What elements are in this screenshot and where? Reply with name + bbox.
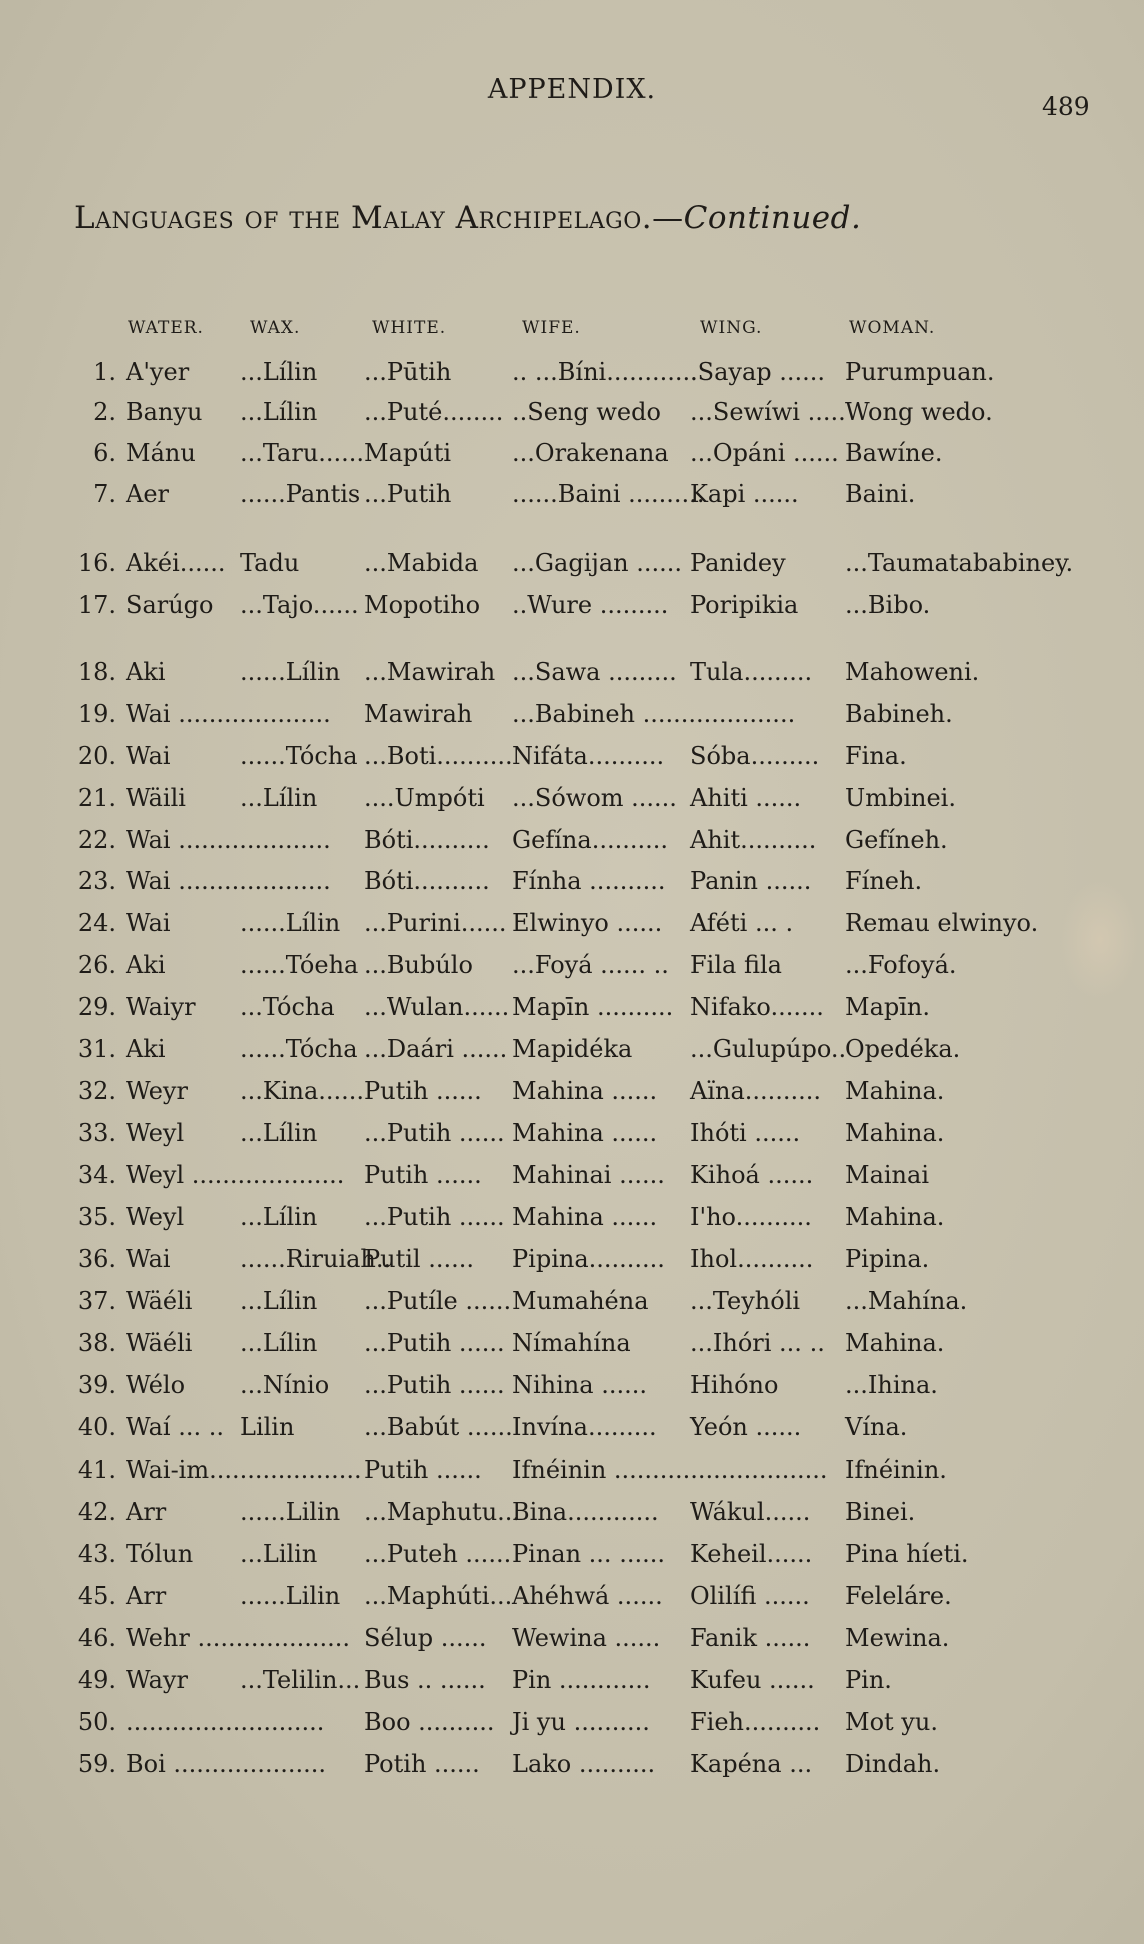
cell-white: ...Putih — [364, 480, 452, 508]
cell-wife: Pin ............ — [512, 1666, 651, 1694]
column-header-water: WATER. — [128, 318, 204, 338]
cell-wing: Aféti ... . — [690, 909, 794, 937]
cell-woman: Pipina. — [845, 1245, 930, 1273]
cell-wife: Wewina ...... — [512, 1624, 661, 1652]
cell-wing: Kufeu ...... — [690, 1666, 815, 1694]
cell-woman: Ifnéinin. — [845, 1456, 947, 1484]
cell-wing: .Sayap ...... — [690, 358, 826, 386]
table-row — [0, 549, 1144, 589]
page-number: 489 — [1042, 92, 1090, 121]
cell-water: Wai .................... — [126, 867, 331, 895]
cell-water: Wai — [126, 909, 171, 937]
cell-number: 41. — [77, 1456, 116, 1484]
section-title-main: Languages of the Malay Archipelago.— — [74, 200, 684, 236]
cell-wife: ...Sawa ......... — [512, 658, 677, 686]
cell-white: Bóti.......... — [364, 826, 490, 854]
cell-wife: Pipina.......... — [512, 1245, 665, 1273]
table-row — [0, 951, 1144, 991]
cell-white: ...Putih ...... — [364, 1329, 505, 1357]
cell-wing: Aïna.......... — [690, 1077, 822, 1105]
cell-water: Weyr — [126, 1077, 188, 1105]
cell-white: ...Daári ...... — [364, 1035, 508, 1063]
cell-wife: ...Babineh .................... — [512, 700, 796, 728]
cell-wax: Lilin — [240, 1413, 295, 1441]
cell-wing: Ahiti ...... — [690, 784, 802, 812]
cell-water: Weyl — [126, 1203, 185, 1231]
cell-wax: ......Lílin — [240, 909, 341, 937]
cell-number: 31. — [77, 1035, 116, 1063]
cell-wax: ...Tócha — [240, 993, 335, 1021]
cell-white: Bóti.......... — [364, 867, 490, 895]
column-header-woman: WOMAN. — [849, 318, 936, 338]
cell-number: 46. — [77, 1624, 116, 1652]
cell-number: 18. — [77, 658, 116, 686]
cell-woman: Fíneh. — [845, 867, 923, 895]
cell-number: 6. — [93, 439, 116, 467]
cell-number: 45. — [77, 1582, 116, 1610]
cell-woman: Purumpuan. — [845, 358, 995, 386]
cell-white: ...Maphutu... — [364, 1498, 521, 1526]
cell-number: 49. — [77, 1666, 116, 1694]
cell-number: 50. — [77, 1708, 116, 1736]
cell-wife: ...Gagijan ...... — [512, 549, 683, 577]
cell-wing: Ahit.......... — [690, 826, 817, 854]
cell-water: .......................... — [126, 1708, 325, 1736]
cell-number: 21. — [77, 784, 116, 812]
cell-wax: ...Lílin — [240, 1203, 318, 1231]
cell-wing: Ihol.......... — [690, 1245, 814, 1273]
cell-wife: Mahina ...... — [512, 1203, 658, 1231]
section-title-continued: Continued. — [683, 200, 862, 236]
cell-water: Aer — [126, 480, 170, 508]
cell-woman: Mot yu. — [845, 1708, 938, 1736]
cell-woman: Dindah. — [845, 1750, 941, 1778]
cell-white: Putih ...... — [364, 1161, 482, 1189]
cell-water: Wai-im.................... — [126, 1456, 362, 1484]
cell-wife: Nifáta.......... — [512, 742, 665, 770]
column-header-wax: WAX. — [250, 318, 301, 338]
cell-woman: Remau elwinyo. — [845, 909, 1039, 937]
cell-number: 19. — [77, 700, 116, 728]
cell-woman: Fina. — [845, 742, 907, 770]
cell-woman: Mahina. — [845, 1077, 945, 1105]
cell-water: Wai .................... — [126, 700, 331, 728]
cell-water: Wai — [126, 1245, 171, 1273]
cell-woman: Mahoweni. — [845, 658, 980, 686]
cell-white: Bus .. ...... — [364, 1666, 486, 1694]
cell-wife: Mahinai ...... — [512, 1161, 665, 1189]
cell-wing: ...Teyhóli — [690, 1287, 801, 1315]
cell-water: Aki — [126, 1035, 166, 1063]
cell-number: 36. — [77, 1245, 116, 1273]
column-header-white: WHITE. — [372, 318, 447, 338]
cell-number: 34. — [77, 1161, 116, 1189]
table-row — [0, 1456, 1144, 1496]
cell-white: ...Mabida — [364, 549, 479, 577]
table-row — [0, 1119, 1144, 1159]
cell-white: Potih ...... — [364, 1750, 480, 1778]
cell-wife: Nihina ...... — [512, 1371, 647, 1399]
cell-water: Akéi...... — [126, 549, 226, 577]
cell-wife: Nímahína — [512, 1329, 631, 1357]
cell-white: ...Puté........ — [364, 398, 504, 426]
cell-wife: Pinan ... ...... — [512, 1540, 665, 1568]
cell-number: 24. — [77, 909, 116, 937]
cell-wing: ...Ihóri ... .. — [690, 1329, 825, 1357]
cell-water: A'yer — [126, 358, 190, 386]
cell-white: ...Puteh ...... — [364, 1540, 512, 1568]
cell-number: 37. — [77, 1287, 116, 1315]
cell-wife: Mumahéna — [512, 1287, 649, 1315]
cell-number: 29. — [77, 993, 116, 1021]
cell-white: ...Putíle ...... — [364, 1287, 512, 1315]
cell-wife: Mahina ...... — [512, 1119, 658, 1147]
paper-stain — [1060, 880, 1140, 1000]
cell-number: 35. — [77, 1203, 116, 1231]
cell-wing: I'ho.......... — [690, 1203, 812, 1231]
cell-number: 17. — [77, 591, 116, 619]
column-headers — [0, 318, 1144, 348]
cell-water: Weyl — [126, 1119, 185, 1147]
cell-woman: Pin. — [845, 1666, 892, 1694]
cell-woman: Mahina. — [845, 1119, 945, 1147]
cell-wife: Gefína.......... — [512, 826, 668, 854]
cell-number: 2. — [93, 398, 116, 426]
cell-water: Aki — [126, 658, 166, 686]
cell-wing: Kapi ...... — [690, 480, 799, 508]
cell-woman: ...Bibo. — [845, 591, 931, 619]
cell-number: 59. — [77, 1750, 116, 1778]
table-row — [0, 1624, 1144, 1664]
cell-wax: ...Lílin — [240, 1287, 318, 1315]
cell-water: Wélo — [126, 1371, 186, 1399]
table-row — [0, 439, 1144, 479]
cell-wax: ...Lilin — [240, 1540, 318, 1568]
table-row — [0, 993, 1144, 1033]
column-header-wing: WING. — [700, 318, 763, 338]
table-row — [0, 1540, 1144, 1580]
table-row — [0, 1498, 1144, 1538]
table-row — [0, 742, 1144, 782]
cell-number: 7. — [93, 480, 116, 508]
table-row — [0, 1203, 1144, 1243]
cell-wax: Tadu — [240, 549, 300, 577]
cell-water: Banyu — [126, 398, 203, 426]
cell-wax: ...Lílin — [240, 1329, 318, 1357]
table-row — [0, 1329, 1144, 1369]
table-row — [0, 784, 1144, 824]
cell-woman: Mewina. — [845, 1624, 950, 1652]
cell-wife: Mapidéka — [512, 1035, 633, 1063]
cell-woman: Bawíne. — [845, 439, 943, 467]
cell-wife: .. ...Bíni............ — [512, 358, 698, 386]
table-row — [0, 1077, 1144, 1117]
cell-wax: ......Tóeha — [240, 951, 359, 979]
cell-wife: ......Baini .......... — [512, 480, 705, 508]
cell-woman: Umbinei. — [845, 784, 956, 812]
table-row — [0, 909, 1144, 949]
cell-white: ...Boti.......... — [364, 742, 513, 770]
cell-water: Wäéli — [126, 1329, 193, 1357]
cell-water: Waiyr — [126, 993, 196, 1021]
cell-wife: Ji yu .......... — [512, 1708, 650, 1736]
cell-white: ...Mawirah — [364, 658, 496, 686]
cell-woman: ...Ihina. — [845, 1371, 938, 1399]
cell-white: Putih ...... — [364, 1077, 482, 1105]
cell-woman: Gefíneh. — [845, 826, 948, 854]
cell-woman: ...Mahína. — [845, 1287, 968, 1315]
cell-wax: ...Tajo...... — [240, 591, 359, 619]
table-row — [0, 1666, 1144, 1706]
cell-white: Boo .......... — [364, 1708, 495, 1736]
table-row — [0, 1750, 1144, 1790]
cell-wife: Ifnéinin ............................ — [512, 1456, 828, 1484]
cell-water: Weyl .................... — [126, 1161, 345, 1189]
table-row — [0, 1708, 1144, 1748]
cell-woman: Pina híeti. — [845, 1540, 969, 1568]
cell-woman: Mainai — [845, 1161, 929, 1189]
cell-wax: ......Lilin — [240, 1498, 341, 1526]
cell-wife: ...Foyá ...... .. — [512, 951, 669, 979]
cell-water: Wäéli — [126, 1287, 193, 1315]
cell-wing: Tula......... — [690, 658, 813, 686]
cell-white: Putih ...... — [364, 1456, 482, 1484]
cell-wife: Mahina ...... — [512, 1077, 658, 1105]
cell-water: Wai .................... — [126, 826, 331, 854]
cell-wing: Kapéna ... — [690, 1750, 813, 1778]
cell-wife: Lako .......... — [512, 1750, 656, 1778]
table-row — [0, 1582, 1144, 1622]
cell-woman: Babineh. — [845, 700, 953, 728]
cell-wing: Fanik ...... — [690, 1624, 811, 1652]
cell-number: 26. — [77, 951, 116, 979]
cell-wife: Mapīn .......... — [512, 993, 674, 1021]
cell-wife: Bina............ — [512, 1498, 659, 1526]
cell-wife: Ahéhwá ...... — [512, 1582, 663, 1610]
cell-water: Arr — [126, 1498, 167, 1526]
cell-wax: ...Lílin — [240, 398, 318, 426]
cell-wing: Fila fila — [690, 951, 782, 979]
cell-wax: ...Lílin — [240, 358, 318, 386]
cell-wax: ......Lilin — [240, 1582, 341, 1610]
table-row — [0, 1035, 1144, 1075]
cell-water: Wai — [126, 742, 171, 770]
cell-woman: ...Taumatababiney. — [845, 549, 1074, 577]
cell-wing: Panidey — [690, 549, 786, 577]
cell-wax: ......Tócha — [240, 742, 358, 770]
column-header-wife: WIFE. — [522, 318, 581, 338]
cell-wing: ...Opáni ...... — [690, 439, 839, 467]
table-row — [0, 591, 1144, 631]
table-row — [0, 480, 1144, 520]
cell-wing: Fieh.......... — [690, 1708, 821, 1736]
cell-wing: Ihóti ...... — [690, 1119, 801, 1147]
cell-water: Arr — [126, 1582, 167, 1610]
cell-wing: Sóba......... — [690, 742, 820, 770]
cell-woman: Mahina. — [845, 1203, 945, 1231]
cell-wing: Wákul...... — [690, 1498, 811, 1526]
cell-wing: Kihoá ...... — [690, 1161, 814, 1189]
table-row — [0, 867, 1144, 907]
cell-wing: Poripikia — [690, 591, 799, 619]
table-row — [0, 700, 1144, 740]
cell-water: Waí ... .. — [126, 1413, 224, 1441]
cell-white: ...Bubúlo — [364, 951, 473, 979]
cell-white: ...Putih ...... — [364, 1371, 505, 1399]
cell-white: ...Putih ...... — [364, 1119, 505, 1147]
cell-woman: Vína. — [845, 1413, 908, 1441]
table-row — [0, 398, 1144, 438]
cell-wife: Elwinyo ...... — [512, 909, 663, 937]
cell-water: Aki — [126, 951, 166, 979]
section-title — [74, 200, 861, 236]
cell-wife: Invína......... — [512, 1413, 657, 1441]
cell-woman: Mahina. — [845, 1329, 945, 1357]
cell-white: Mapúti — [364, 439, 452, 467]
cell-number: 43. — [77, 1540, 116, 1568]
cell-wife: Fínha .......... — [512, 867, 666, 895]
cell-number: 39. — [77, 1371, 116, 1399]
cell-wax: ...Taru...... — [240, 439, 365, 467]
cell-wax: ...Nínio — [240, 1371, 330, 1399]
table-row — [0, 658, 1144, 698]
cell-wax: ......Tócha — [240, 1035, 358, 1063]
cell-wax: ...Telilin... — [240, 1666, 361, 1694]
cell-wax: ...Lílin — [240, 1119, 318, 1147]
cell-white: Mawirah — [364, 700, 473, 728]
cell-number: 22. — [77, 826, 116, 854]
cell-white: ...Maphúti... — [364, 1582, 513, 1610]
cell-woman: Feleláre. — [845, 1582, 952, 1610]
cell-white: ...Babút ...... — [364, 1413, 513, 1441]
cell-wing: Keheil...... — [690, 1540, 813, 1568]
cell-number: 40. — [77, 1413, 116, 1441]
cell-woman: Opedéka. — [845, 1035, 961, 1063]
cell-white: Putil ...... — [364, 1245, 475, 1273]
cell-number: 1. — [93, 358, 116, 386]
cell-white: ...Purini...... — [364, 909, 507, 937]
cell-wax: ......Pantis — [240, 480, 361, 508]
table-row — [0, 1245, 1144, 1285]
cell-white: Sélup ...... — [364, 1624, 487, 1652]
cell-wife: ..Wure ......... — [512, 591, 669, 619]
table-row — [0, 1371, 1144, 1411]
cell-water: Sarúgo — [126, 591, 214, 619]
cell-number: 23. — [77, 867, 116, 895]
cell-woman: Baini. — [845, 480, 916, 508]
cell-wife: ...Sówom ...... — [512, 784, 677, 812]
cell-water: Wayr — [126, 1666, 188, 1694]
cell-wax: ......Lílin — [240, 658, 341, 686]
cell-woman: Mapīn. — [845, 993, 931, 1021]
cell-white: Mopotiho — [364, 591, 481, 619]
cell-water: Boi .................... — [126, 1750, 326, 1778]
cell-wing: Yeón ...... — [690, 1413, 802, 1441]
cell-white: ...Wulan...... — [364, 993, 510, 1021]
cell-number: 32. — [77, 1077, 116, 1105]
cell-number: 42. — [77, 1498, 116, 1526]
cell-wing: ...Sewíwi ..... — [690, 398, 846, 426]
cell-woman: Wong wedo. — [845, 398, 993, 426]
table-row — [0, 358, 1144, 398]
cell-wife: ...Orakenana — [512, 439, 669, 467]
cell-wing: Hihóno — [690, 1371, 779, 1399]
cell-wing: Nifako....... — [690, 993, 824, 1021]
cell-wing: Panin ...... — [690, 867, 812, 895]
cell-white: ....Umpóti — [364, 784, 485, 812]
cell-white: ...Putih ...... — [364, 1203, 505, 1231]
cell-woman: Binei. — [845, 1498, 916, 1526]
cell-wax: ...Lílin — [240, 784, 318, 812]
cell-number: 16. — [77, 549, 116, 577]
cell-water: Tólun — [126, 1540, 194, 1568]
cell-white: ...Pūtih — [364, 358, 452, 386]
cell-water: Wehr .................... — [126, 1624, 351, 1652]
cell-wax: ......Riruiah.. — [240, 1245, 392, 1273]
cell-wing: ...Gulupúpo.. — [690, 1035, 847, 1063]
cell-wife: ..Seng wedo — [512, 398, 661, 426]
cell-number: 38. — [77, 1329, 116, 1357]
cell-water: Wäili — [126, 784, 186, 812]
cell-woman: ...Fofoyá. — [845, 951, 957, 979]
table-row — [0, 1287, 1144, 1327]
cell-number: 20. — [77, 742, 116, 770]
cell-wax: ...Kina...... — [240, 1077, 365, 1105]
cell-wing: Olilífi ...... — [690, 1582, 810, 1610]
table-row — [0, 826, 1144, 866]
running-head: APPENDIX. — [487, 74, 657, 105]
table-row — [0, 1161, 1144, 1201]
cell-water: Mánu — [126, 439, 196, 467]
cell-number: 33. — [77, 1119, 116, 1147]
table-row — [0, 1413, 1144, 1453]
